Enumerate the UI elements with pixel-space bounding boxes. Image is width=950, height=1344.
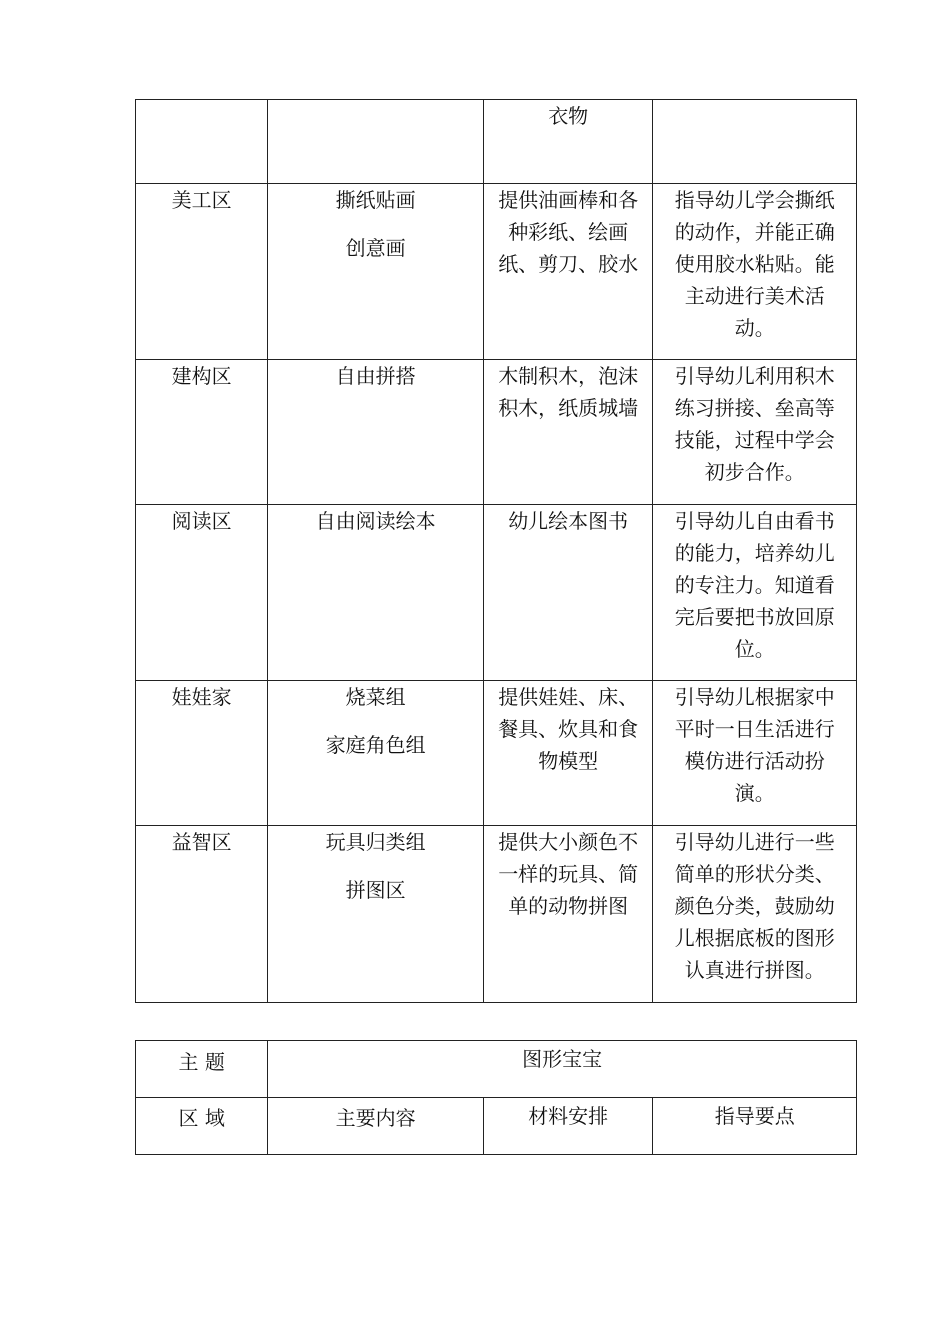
area-label: 区 域: [136, 1098, 268, 1155]
guidance-cell: 引导幼儿利用积木练习拼接、垒高等技能，过程中学会初步合作。: [653, 360, 857, 505]
area-cell: 益智区: [136, 826, 268, 1003]
table-row: [136, 681, 857, 826]
materials-cell: 提供大小颜色不一样的玩具、简单的动物拼图: [483, 826, 652, 1003]
content-item: 创意画: [345, 236, 406, 260]
content-cell: [268, 100, 484, 184]
content-item: 自由阅读绘本: [315, 509, 436, 533]
guidance-cell: 指导幼儿学会撕纸的动作，并能正确使用胶水粘贴。能主动进行美术活动。: [653, 184, 857, 360]
table-row: [136, 505, 857, 681]
area-cell: 阅读区: [136, 505, 268, 681]
content-item: 自由拼搭: [335, 364, 416, 388]
content-label: 主要内容: [268, 1098, 484, 1155]
content-item: 烧菜组: [345, 685, 406, 709]
area-cell: 美工区: [136, 184, 268, 360]
materials-cell: 幼儿绘本图书: [483, 505, 652, 681]
content-item: 拼图区: [345, 878, 406, 902]
theme-table: [135, 1040, 857, 1155]
content-cell: [268, 184, 484, 360]
table-row: [136, 100, 857, 184]
table-row: [136, 184, 857, 360]
guidance-cell: 引导幼儿进行一些简单的形状分类、颜色分类，鼓励幼儿根据底板的图形认真进行拼图。: [653, 826, 857, 1003]
materials-cell: 木制积木，泡沫积木，纸质城墙: [483, 360, 652, 505]
content-cell: [268, 360, 484, 505]
content-item: 撕纸贴画: [335, 188, 416, 212]
content-cell: [268, 826, 484, 1003]
guidance-cell: 引导幼儿自由看书的能力，培养幼儿的专注力。知道看完后要把书放回原位。: [653, 505, 857, 681]
content-cell: [268, 505, 484, 681]
area-cell: 建构区: [136, 360, 268, 505]
activity-table: [135, 99, 857, 1003]
content-cell: [268, 681, 484, 826]
guidance-cell: 引导幼儿根据家中平时一日生活进行模仿进行活动扮演。: [653, 681, 857, 826]
guidance-cell: [653, 100, 857, 184]
table-row: [136, 826, 857, 1003]
theme-row: [136, 1041, 857, 1098]
content-item: 玩具归类组: [325, 830, 426, 854]
theme-value: 图形宝宝: [268, 1041, 857, 1098]
area-cell: [136, 100, 268, 184]
area-cell: 娃娃家: [136, 681, 268, 826]
theme-label: 主 题: [136, 1041, 268, 1098]
materials-cell: 提供娃娃、床、餐具、炊具和食物模型: [483, 681, 652, 826]
materials-cell: 提供油画棒和各种彩纸、绘画纸、剪刀、胶水: [483, 184, 652, 360]
guidance-label: 指导要点: [653, 1098, 857, 1155]
table-row: [136, 360, 857, 505]
content-item: 家庭角色组: [325, 733, 426, 757]
header-row: [136, 1098, 857, 1155]
materials-cell: 衣物: [483, 100, 652, 184]
materials-label: 材料安排: [483, 1098, 652, 1155]
